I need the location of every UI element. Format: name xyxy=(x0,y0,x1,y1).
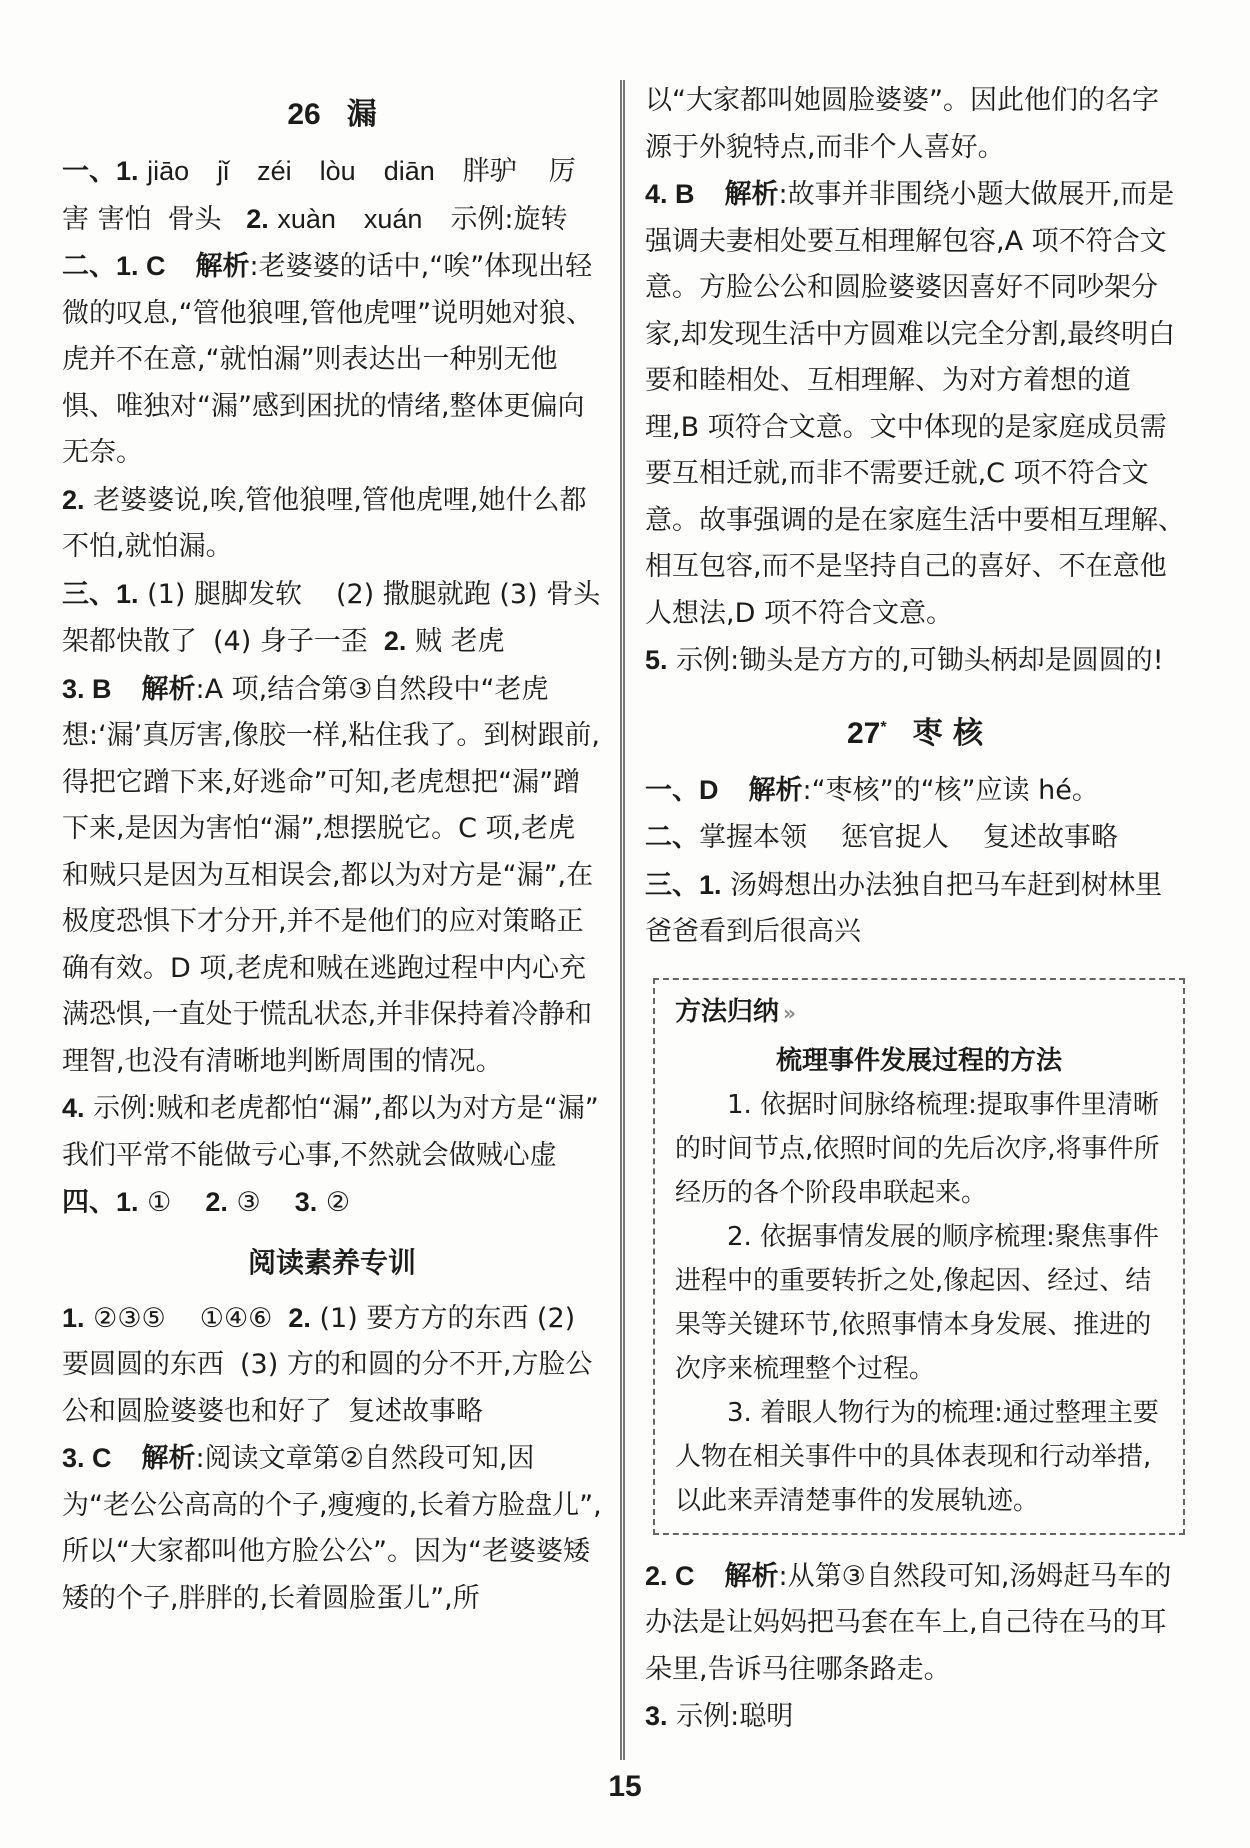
answer-section-2: 二、1. C 解析:老婆婆的话中,“唉”体现出轻微的叹息,“管他狼哩,管他虎哩”说明她对狼、虎并不在意,“就怕漏”则表达出一种别无他惧、唯独对“漏”感到困扰的情绪,整体更偏向无奈。 xyxy=(62,251,594,468)
lesson-26-title: 漏 xyxy=(346,97,377,132)
lesson27-answer-2: 二、掌握本领 惩官捉人 复述故事略 xyxy=(645,822,1118,853)
lesson27-answer-3-2: 2. C 解析:从第③自然段可知,汤姆赶马车的办法是让妈妈把马套在车上,自己待在马的耳朵里,告诉马往哪条路走。 xyxy=(645,1560,1172,1685)
answer-2-2: 2. 老婆婆说,唉,管他狼哩,管他虎哩,她什么都不怕,就怕漏。 xyxy=(62,484,587,562)
lesson27-answer-3-3: 3. 示例:聪明 xyxy=(645,1701,794,1732)
method-item-1: 1. 依据时间脉络梳理:提取事件里清晰的时间节点,依照时间的先后次序,将事件所经历的各个阶段串联起来。 xyxy=(675,1089,1160,1208)
reading-answer-3: 3. C 解析:阅读文章第②自然段可知,因为“老公公高高的个子,瘦瘦的,长着方脸盘儿”,所以“大家都叫他方脸公公”。因为“老婆婆矮矮的个子,胖胖的,长着圆脸蛋儿”,所 xyxy=(62,1443,602,1614)
method-summary-box xyxy=(653,978,1185,1535)
reading-answer-4: 4. B 解析:故事并非围绕小题大做展开,而是强调夫妻相处要互相理解包容,A 项不符合文意。方脸公公和圆脸婆婆因喜好不同吵架分家,却发现生活中方圆难以完全分割,最终明白要和睦相处、互相理解、为对方着想的道理,B 项符合文意。文中体现的是家庭成员需要互相迁就,而非不需要迁就,C 项不符合文意。故事强调的是在家庭生活中要相互理解、相互包容,而不是坚持自己的喜好、不在意他人想法,D 项不符合文意。 xyxy=(645,179,1185,629)
right-column xyxy=(645,78,1185,1741)
method-item-3: 3. 着眼人物行为的梳理:通过整理主要人物在相关事件中的具体表现和行动举措,以此来弄清楚事件的发展轨迹。 xyxy=(675,1397,1159,1516)
page-number: 15 xyxy=(608,1770,642,1803)
lesson-26-number: 26 xyxy=(287,98,321,131)
lesson27-answer-1: 一、D 解析:“枣核”的“核”应读 hé。 xyxy=(645,774,1099,806)
double-chevron-icon: » xyxy=(783,1000,796,1025)
method-summary-heading: 方法归纳 » xyxy=(675,996,796,1027)
method-item-2: 2. 依据事情发展的顺序梳理:聚焦事件进程中的重要转折之处,像起因、经过、结果等关键环节,依照事情本身发展、推进的次序来梳理整个过程。 xyxy=(675,1221,1159,1384)
lesson-27-number: 27* xyxy=(846,716,887,750)
lesson27-answer-3: 三、1. 汤姆想出办法独自把马车赶到树林里 爸爸看到后很高兴 xyxy=(645,869,1163,947)
answer-3-4: 4. 示例:贼和老虎都怕“漏”,都以为对方是“漏” 我们平常不能做亏心事,不然就会做贼心虚 xyxy=(62,1093,599,1171)
answer-section-3: 三、1. (1) 腿脚发软 (2) 撒腿就跑 (3) 骨头架都快散了 (4) 身子一歪 2. 贼 老虎 xyxy=(62,578,601,657)
reading-answer-3-continued: 以“大家都叫她圆脸婆婆”。因此他们的名字源于外貌特点,而非个人喜好。 xyxy=(645,85,1159,163)
answer-section-4: 四、1. ① 2. ③ 3. ② xyxy=(62,1187,351,1218)
reading-answer-5: 5. 示例:锄头是方方的,可锄头柄却是圆圆的! xyxy=(645,645,1164,676)
lesson-27-title: 枣 核 xyxy=(912,715,984,751)
answer-section-1: 一、1. jiāo jǐ zéi lòu diān 胖驴 厉害 害怕 骨头 2. xuàn xuán 示例:旋转 xyxy=(62,156,576,235)
answer-3-3: 3. B 解析:A 项,结合第③自然段中“老虎想:‘漏’真厉害,像胶一样,粘住我了。到树跟前,得把它蹭下来,好逃命”可知,老虎想把“漏”蹭下来,是因为害怕“漏”,想摆脱它。C 项,老虎和贼只是因为互相误会,都以为对方是“漏”,在极度恐惧下才分开,并不是他们的应对策略正确有效。D 项,老虎和贼在逃跑过程中内心充满恐惧,一直处于慌乱状态,并非保持着冷静和理智,也没有清晰地判断周围的情况。 xyxy=(62,673,601,1077)
column-divider xyxy=(620,80,622,1760)
lesson-26-heading xyxy=(62,86,602,144)
reading-training-heading: 阅读素养专训 xyxy=(247,1245,416,1279)
reading-answer-1-2: 1. ②③⑤ ①④⑥ 2. (1) 要方方的东西 (2) 要圆圆的东西 (3) 方的和圆的分不开,方脸公公和圆脸婆婆也和好了 复述故事略 xyxy=(62,1302,593,1427)
lesson-27-heading xyxy=(645,699,1185,763)
column-divider-line-2 xyxy=(623,80,625,1760)
left-column xyxy=(62,80,602,1622)
method-summary-title: 梳理事件发展过程的方法 xyxy=(775,1045,1062,1076)
